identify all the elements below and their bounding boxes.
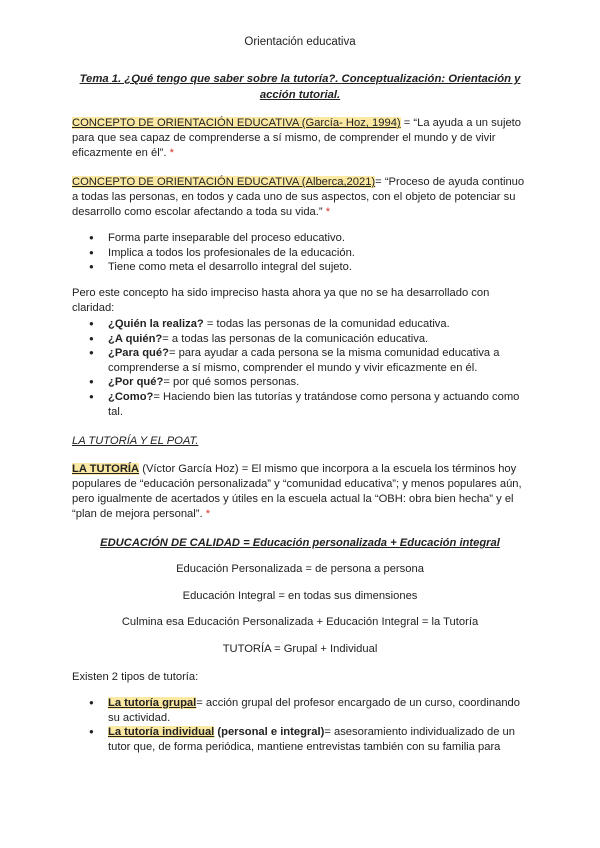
tipos-intro: Existen 2 tipos de tutoría: — [72, 671, 199, 683]
concepto-1-star: * — [169, 147, 174, 159]
concepto-1-label: CONCEPTO DE ORIENTACIÓN EDUCATIVA (García- Hoz, 1994) — [72, 117, 401, 129]
preguntas-list — [72, 317, 528, 419]
formula-culmina: Culmina esa Educación Personalizada + Educación Integral = la Tutoría — [121, 616, 479, 628]
formula-tutoria: TUTORÍA = Grupal + Individual — [222, 643, 378, 655]
calidad-heading: EDUCACIÓN DE CALIDAD = Educación personalizada + Educación integral — [100, 537, 500, 549]
tipos-list — [72, 696, 528, 754]
tutoria-text: (Víctor García Hoz) = El mismo que incorpora a la escuela los términos hoy populares de “educación personalizada” y “comunidad educativa”; y menos populares aún, pero igualmente de acertados y útiles en la escuela actual la “OBH: obra bien hecha” y el “plan de mejora personal”. — [72, 463, 522, 520]
tutoria-star: * — [205, 508, 211, 520]
concepto-1-paragraph — [72, 116, 528, 161]
list-item: ● La tutoría individual (personal e integral)= asesoramiento individualizado de un tutor que, de forma periódica, mantiene entrevistas también con su familia para — [72, 725, 528, 754]
formula-integral: Educación Integral = en todas sus dimensiones — [182, 590, 418, 602]
list-item: ● Tiene como meta el desarrollo integral del sujeto. — [72, 260, 528, 275]
impreciso-paragraph: Pero este concepto ha sido impreciso hasta ahora ya que no se ha desarrollado con claridad: — [72, 287, 490, 314]
list-item: ● ¿Por qué?= por qué somos personas. — [72, 375, 528, 390]
document-title: Tema 1. ¿Qué tengo que saber sobre la tutoría?. Conceptualización: Orientación y acción tutorial. — [79, 73, 521, 101]
concepto-1-text: = “La ayuda a un sujeto para que sea capaz de comprenderse a sí mismo, de comprender el mundo y de vivir eficazmente en él”. — [72, 117, 521, 159]
page-header: Orientación educativa — [244, 36, 356, 48]
list-item: ● ¿Quién la realiza? = todas las personas de la comunidad educativa. — [72, 317, 528, 332]
list-item: ● ¿Para qué?= para ayudar a cada persona se la misma comunidad educativa a comprenderse a sí mismo, comprender el mundo y vivir eficazmente en él. — [72, 346, 528, 375]
tutoria-label: LA TUTORÍA — [72, 463, 140, 475]
bullets-concepto — [72, 231, 528, 275]
concepto-2-star: * — [325, 206, 331, 218]
tutoria-paragraph — [72, 462, 528, 522]
list-item: ● ¿A quién?= a todas las personas de la comunicación educativa. — [72, 332, 528, 347]
list-item: ● Forma parte inseparable del proceso educativo. — [72, 231, 528, 246]
list-item: ● Implica a todos los profesionales de la educación. — [72, 246, 528, 261]
concepto-2-paragraph — [72, 175, 528, 220]
formula-personalizada: Educación Personalizada = de persona a persona — [176, 563, 424, 575]
section-heading-tutoria-poat: LA TUTORÍA Y EL POAT. — [72, 435, 199, 447]
concepto-2-text: = “Proceso de ayuda continuo a todas las personas, en todos y cada uno de sus aspectos, con el objeto de potenciar su desarrollo como escolar afectando a toda su vida.” — [72, 176, 525, 218]
list-item: ● La tutoría grupal= acción grupal del profesor encargado de un curso, coordinando su actividad. — [72, 696, 528, 725]
list-item: ● ¿Como?= Haciendo bien las tutorías y tratándose como persona y actuando como tal. — [72, 390, 528, 419]
concepto-2-label: CONCEPTO DE ORIENTACIÓN EDUCATIVA (Alberca,2021) — [72, 176, 376, 188]
